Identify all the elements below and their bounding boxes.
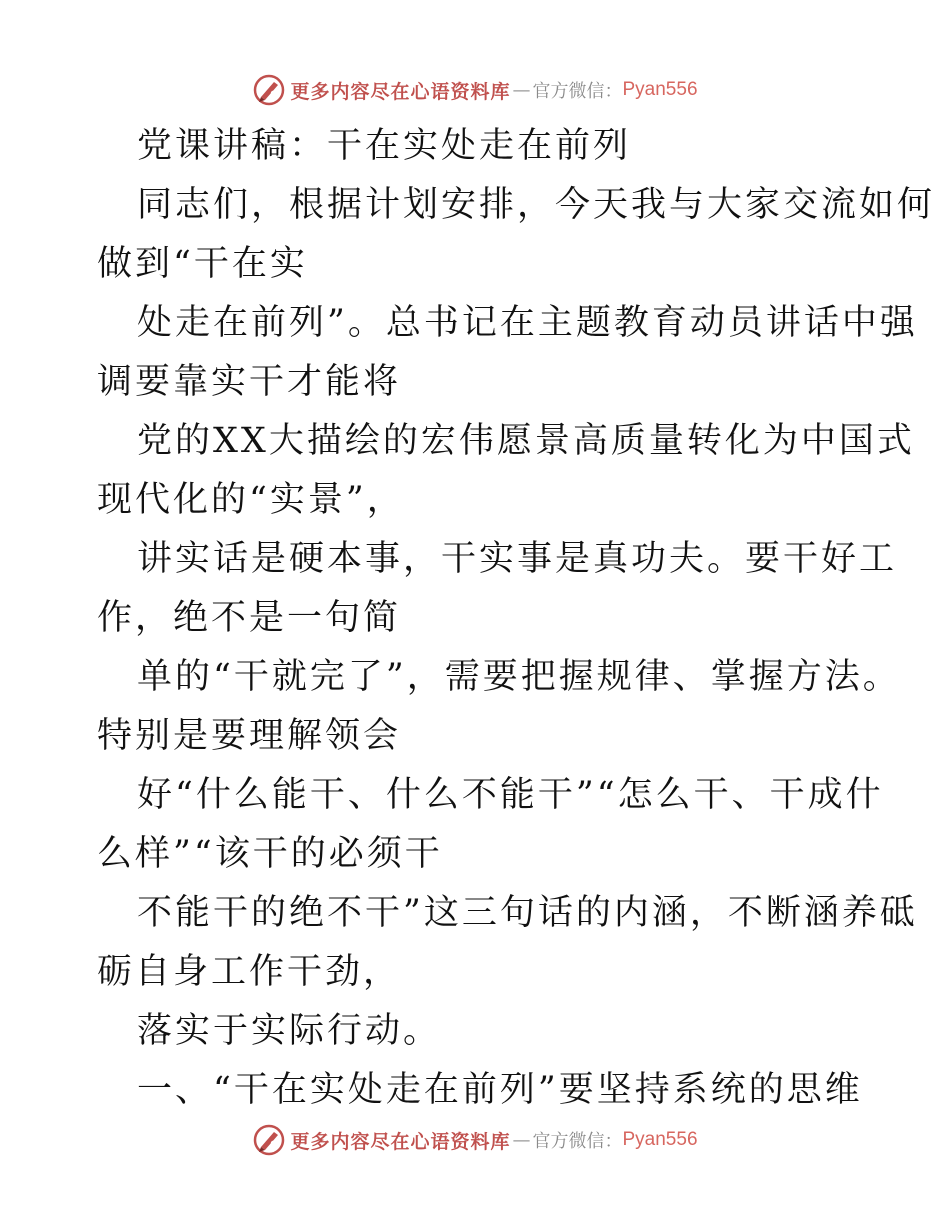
text-line: 么样”“该干的必须干 [97,834,443,874]
watermark-wechat-label: 官方微信： [532,1131,623,1152]
text-line: 砺自身工作干劲， [97,952,402,992]
text-line: 调要靠实干才能将 [97,362,402,402]
document-title: 党课讲稿：干在实处走在前列 [137,126,632,166]
text-line: 同志们，根据计划安排，今天我与大家交流如何 [137,185,936,225]
text-line: 不能干的绝不干”这三句话的内涵，不断涵养砥 [137,893,918,933]
watermark-wechat-label: 官方微信： [532,81,623,102]
text-line: 讲实话是硬本事，干实事是真功夫。要干好工 [137,539,898,579]
text-line: 处走在前列”。总书记在主题教育动员讲话中强 [137,303,918,343]
watermark-brand: 更多内容尽在心语资料库 [290,80,511,103]
section-heading: 一、“干在实处走在前列”要坚持系统的思维 [137,1070,863,1110]
watermark-separator: — [512,1129,531,1151]
text-line: 党的XX大描绘的宏伟愿景高质量转化为中国式 [137,421,915,461]
watermark-brand: 更多内容尽在心语资料库 [290,1130,511,1153]
text-line: 特别是要理解领会 [97,716,402,756]
footer-watermark [0,1120,950,1160]
watermark-wechat-id: Pyan556 [622,1129,698,1150]
pen-circle-logo-icon [252,1123,286,1157]
text-line: 做到“干在实 [97,244,308,284]
text-line: 落实于实际行动。 [137,1011,442,1051]
pen-circle-logo-icon [252,73,286,107]
text-line: 作，绝不是一句简 [97,598,402,638]
text-line: 现代化的“实景”， [97,480,405,520]
watermark-wechat-id: Pyan556 [622,79,698,100]
text-line: 好“什么能干、什么不能干”“怎么干、干成什 [137,775,884,815]
header-watermark [0,70,950,110]
text-line: 单的“干就完了”，需要把握规律、掌握方法。 [137,657,901,697]
watermark-separator: — [512,79,531,101]
